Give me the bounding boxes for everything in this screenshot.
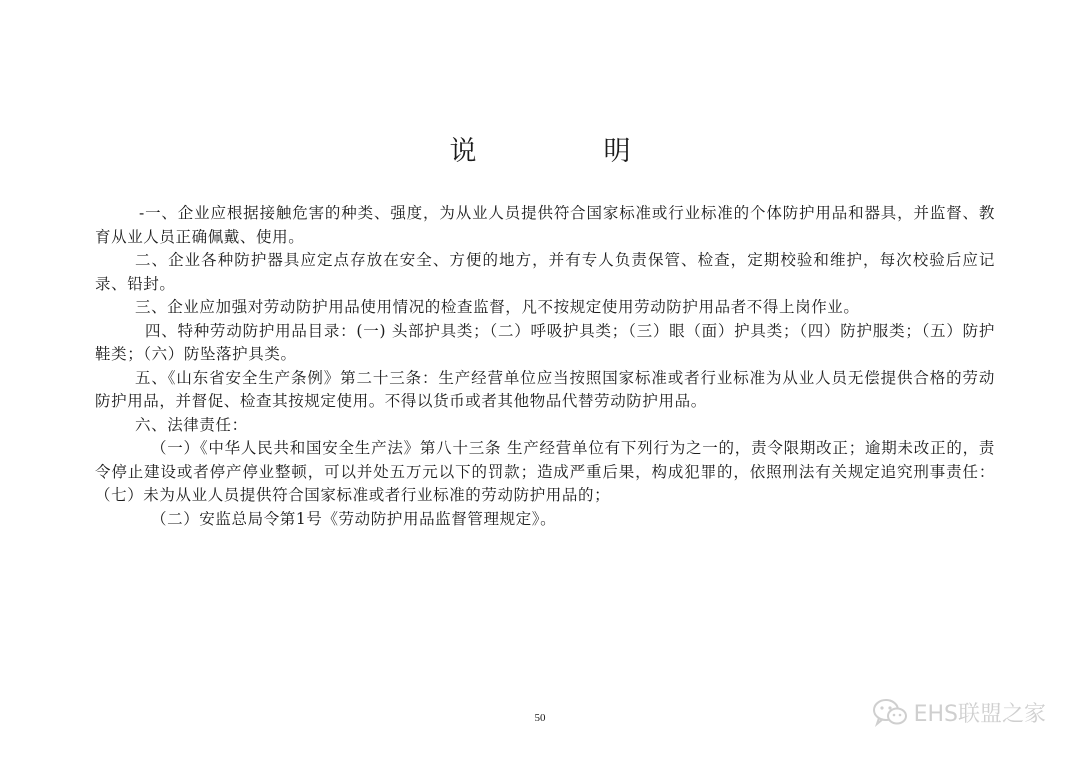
paragraph-3: 三、企业应加强对劳动防护用品使用情况的检查监督，凡不按规定使用劳动防护用品者不得上岗作业。 — [135, 298, 860, 316]
paragraph-8: （二）安监总局令第1号《劳动防护用品监督管理规定》。 — [151, 509, 557, 528]
watermark-text: EHS联盟之家 — [913, 702, 1046, 727]
paragraph-2: 二、企业各种防护器具应定点存放在安全、方便的地方，并有专人负责保管、检查，定期校验和维护，每次校验后应记录、铅封。 — [95, 251, 995, 293]
document-body — [95, 202, 995, 531]
paragraph-5: 五、《山东省安全生产条例》第二十三条：生产经营单位应当按照国家标准或者行业标准为从业人员无偿提供合格的劳动防护用品，并督促、检查其按规定使用。不得以货币或者其他物品代替劳动防护用品。 — [95, 368, 995, 410]
page-number: 50 — [534, 712, 546, 724]
paragraph-6: 六、法律责任： — [135, 415, 248, 434]
wechat-icon — [872, 698, 908, 728]
paragraph-1: -一、企业应根据接触危害的种类、强度，为从业人员提供符合国家标准或行业标准的个体防护用品和器具，并监督、教育从业人员正确佩戴、使用。 — [95, 204, 995, 246]
paragraph-7: （一）《中华人民共和国安全生产法》第八十三条 生产经营单位有下列行为之一的，责令限期改正；逾期未改正的，责令停止建设或者停产停业整顿，可以并处五万元以下的罚款；造成严重后果，构成犯罪的，依照刑法有关规定追究刑事责任：（七）未为从业人员提供符合国家标准或者行业标准的劳动防护用品的； — [95, 439, 995, 504]
watermark — [872, 697, 1046, 728]
paragraph-4: 四、特种劳动防护用品目录：(一) 头部护具类；（二）呼吸护具类；（三）眼（面）护具类；（四）防护服类；（五）防护鞋类；（六）防坠落护具类。 — [95, 321, 995, 363]
page-title: 说 明 — [449, 136, 681, 167]
